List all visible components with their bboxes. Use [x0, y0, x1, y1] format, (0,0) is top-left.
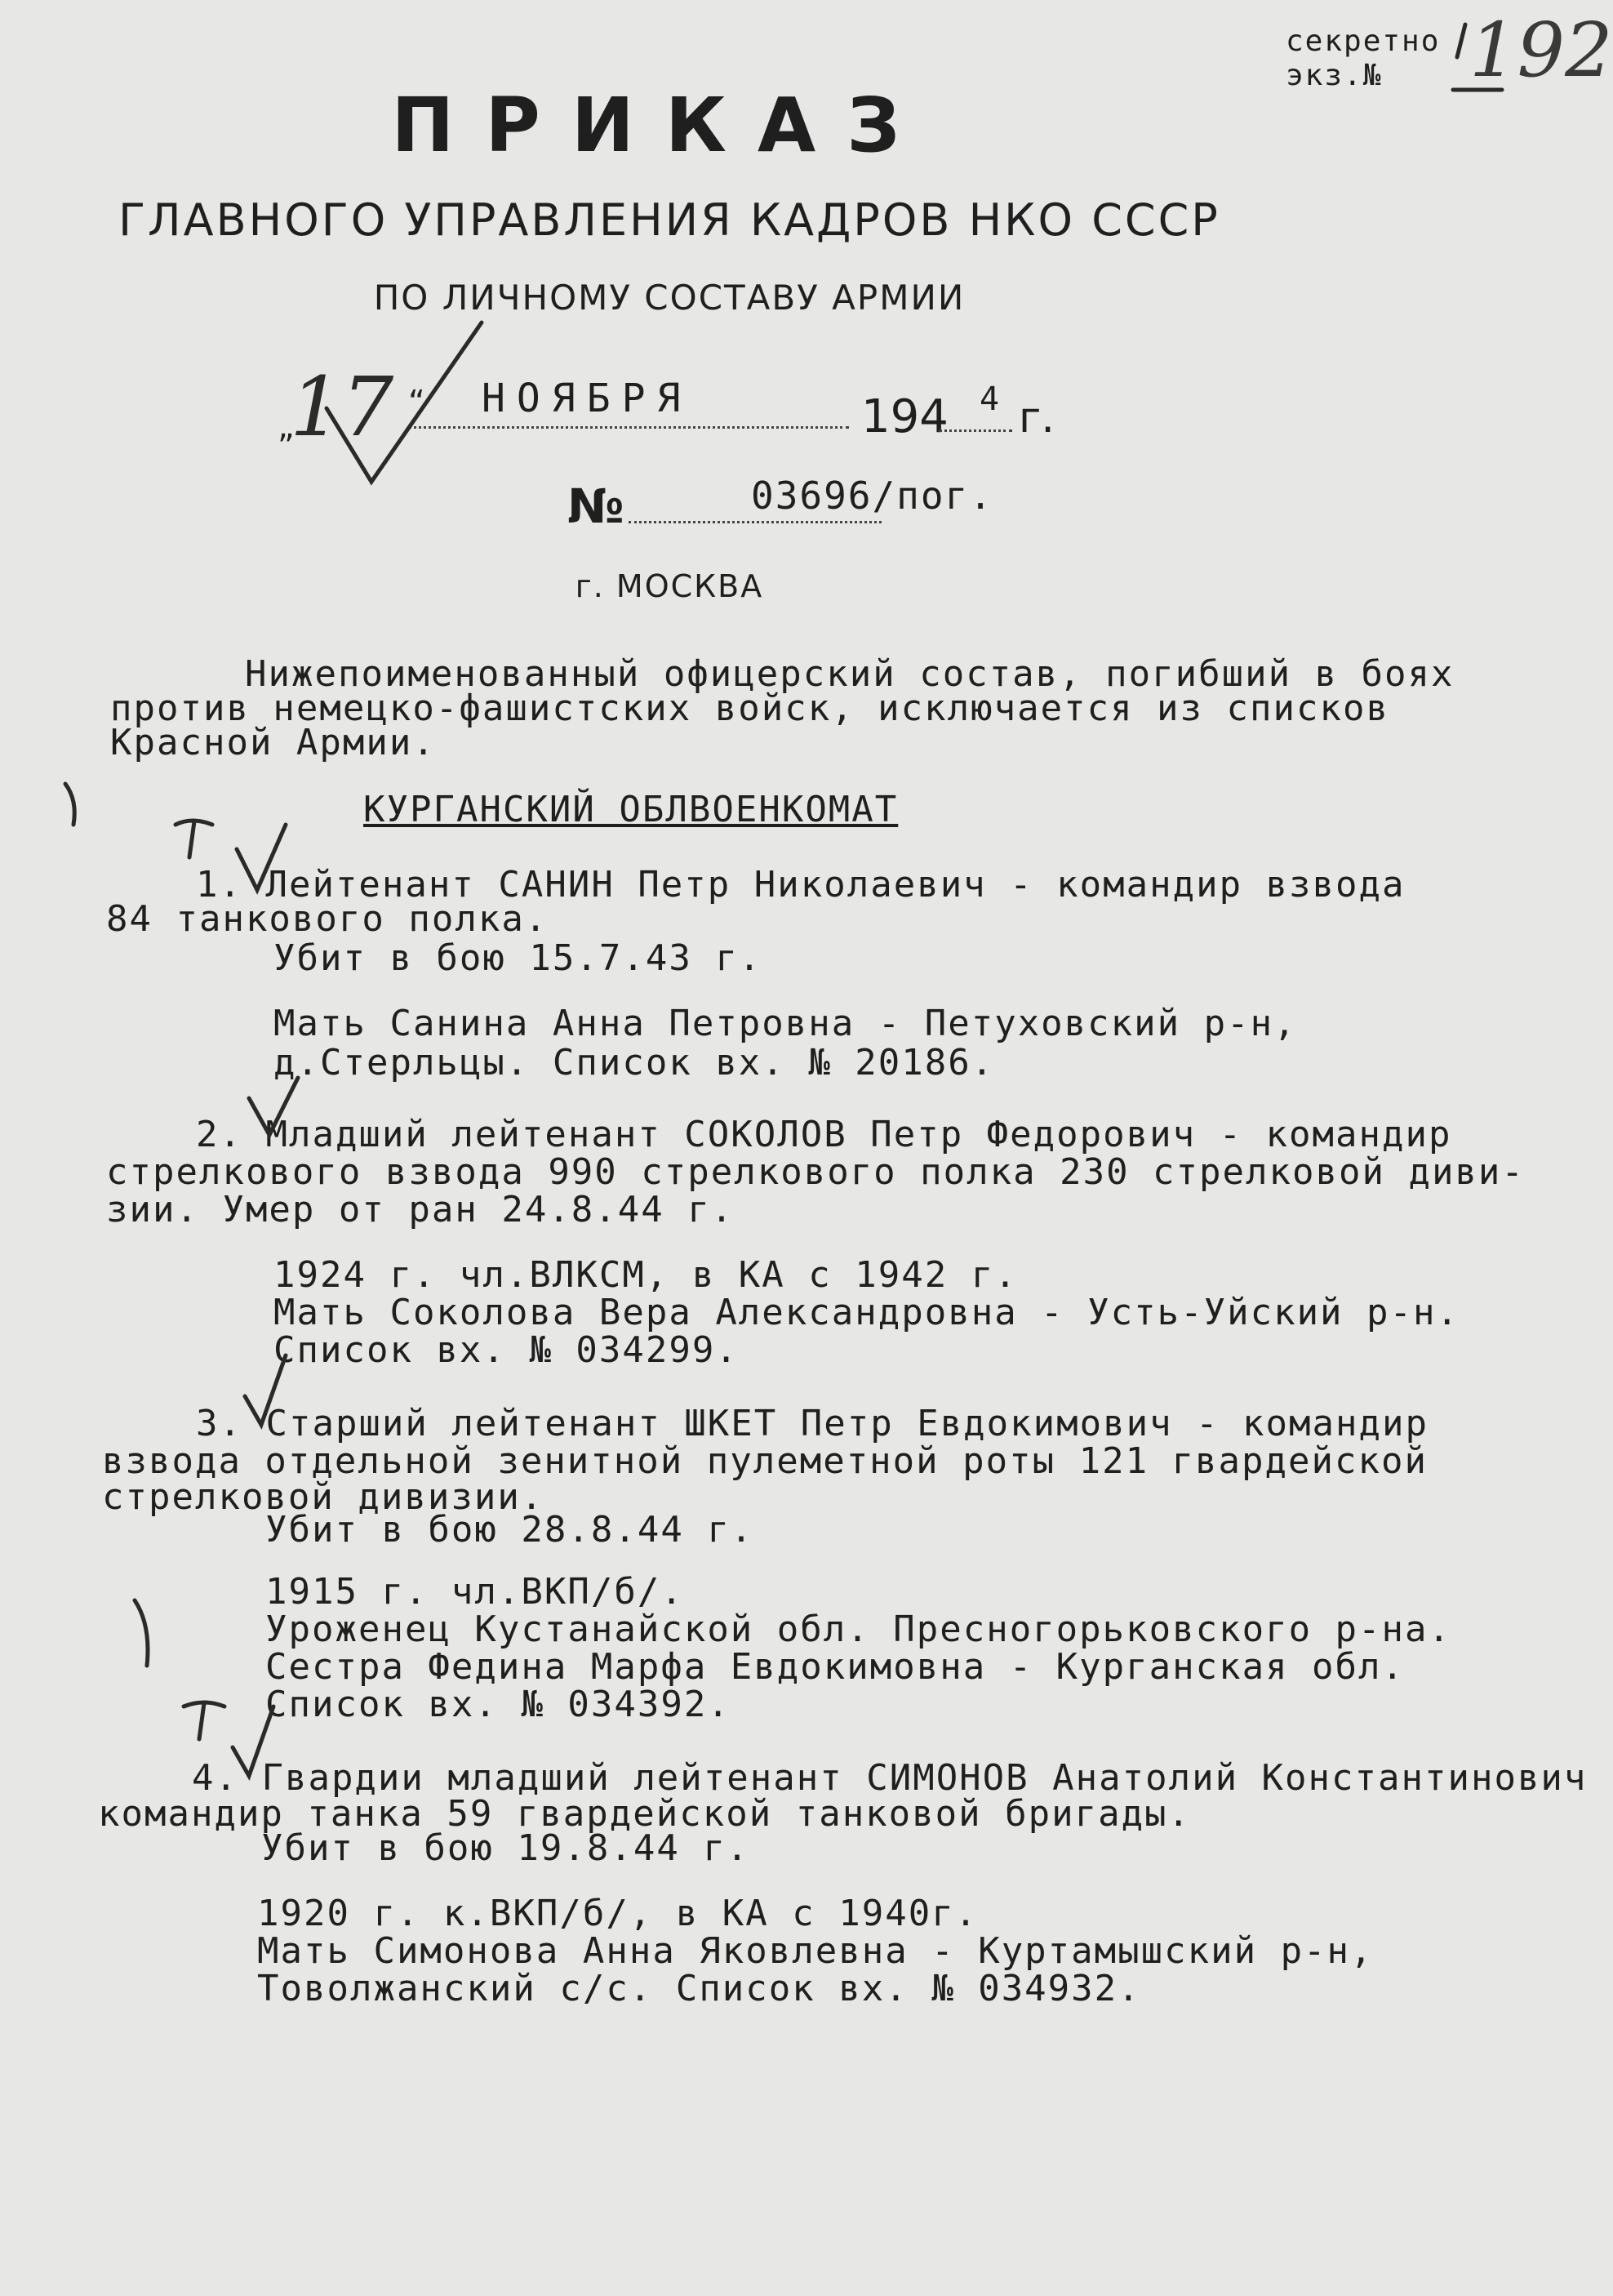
entry-1-checkmark-icon	[237, 825, 286, 890]
section-heading: КУРГАНСКИЙ ОБЛВОЕНКОМАТ	[363, 789, 899, 830]
entry-3-line: Список вх. № 034392.	[265, 1684, 731, 1725]
date-year-unit: г.	[1019, 394, 1055, 443]
date-day: 17	[290, 359, 394, 455]
entry-2-line: зии. Умер от ран 24.8.44 г.	[106, 1189, 735, 1230]
entry-1-line: 84 танкового полка.	[106, 898, 549, 940]
preamble-line: Красной Армии.	[110, 722, 436, 763]
secrecy-line2: экз.№	[1286, 59, 1383, 92]
sheet-number-stroke-icon	[1453, 24, 1502, 90]
secrecy-line1: секретно	[1286, 24, 1441, 58]
entry-4-line: Товолжанский с/с. Список вх. № 034932.	[257, 1968, 1141, 2009]
date-checkmark-icon	[327, 323, 482, 482]
entry-4-line: командир танка 59 гвардейской танковой бригады.	[98, 1793, 1192, 1835]
sheet-number: 192	[1469, 7, 1613, 94]
entry-2-line: Список вх. № 034299.	[273, 1329, 739, 1371]
order-number: 03696/пог.	[751, 474, 993, 518]
entry-1-line: Мать Санина Анна Петровна - Петуховский р-н,	[273, 1003, 1297, 1044]
entry-4-roman-mark-icon	[184, 1702, 224, 1739]
entry-4-line: Убит в бою 19.8.44 г.	[261, 1827, 750, 1869]
entry-4-line: Мать Симонова Анна Яковлевна - Куртамышский р-н,	[257, 1930, 1374, 1972]
document-title: ПРИКАЗ	[391, 82, 931, 169]
date-quote-close: “	[408, 384, 425, 421]
date-quote-open: „	[278, 408, 295, 446]
entry-3-line: взвода отдельной зенитной пулеметной роты 121 гвардейской	[102, 1440, 1428, 1482]
entry-4-checkmark-icon	[233, 1706, 273, 1776]
city: г. МОСКВА	[575, 568, 764, 604]
entry-3-checkmark-icon	[245, 1355, 286, 1425]
entry-1-line: Убит в бою 15.7.43 г.	[273, 937, 762, 979]
entry-4-line: 4. Гвардии младший лейтенант СИМОНОВ Анатолий Константинович	[192, 1757, 1588, 1799]
entry-1-line: 1. Лейтенант САНИН Петр Николаевич - командир взвода	[196, 864, 1406, 905]
order-scope: ПО ЛИЧНОМУ СОСТАВУ АРМИИ	[373, 278, 966, 318]
preamble-line: Нижепоименованный офицерский состав, погибший в боях	[245, 653, 1455, 695]
entry-2-line: 1924 г. чл.ВЛКСМ, в КА с 1942 г.	[273, 1254, 1018, 1296]
entry-2-line: Мать Соколова Вера Александровна - Усть-Уйский р-н.	[273, 1292, 1460, 1333]
margin-mark-icon	[135, 1600, 148, 1666]
entry-2-checkmark-icon	[249, 1078, 298, 1135]
preamble-line: против немецко-фашистских войск, исключается из списков	[110, 687, 1389, 729]
entry-3-line: стрелковой дивизии.	[102, 1476, 544, 1518]
order-number-label: №	[567, 478, 624, 534]
entry-2-line: стрелкового взвода 990 стрелкового полка 230 стрелковой диви-	[106, 1151, 1525, 1193]
entry-3-line: Сестра Федина Марфа Евдокимовна - Курганская обл.	[265, 1646, 1406, 1688]
entry-3-line: Убит в бою 28.8.44 г.	[265, 1509, 754, 1551]
entry-1-line: д.Стерльцы. Список вх. № 20186.	[273, 1042, 995, 1083]
entry-4-line: 1920 г. к.ВКП/б/, в КА с 1940г.	[257, 1893, 979, 1934]
entry-1-roman-mark-icon	[176, 821, 212, 857]
margin-mark-icon	[65, 784, 74, 825]
date-year-suffix: 4	[980, 380, 1000, 418]
entry-2-line: 2. Младший лейтенант СОКОЛОВ Петр Федорович - командир	[196, 1114, 1452, 1155]
entry-3-line: 3. Старший лейтенант ШКЕТ Петр Евдокимович - командир	[196, 1403, 1429, 1444]
entry-3-line: Уроженец Кустанайской обл. Пресногорьковского р-на.	[265, 1609, 1452, 1650]
issuing-authority: ГЛАВНОГО УПРАВЛЕНИЯ КАДРОВ НКО СССР	[118, 194, 1220, 246]
date-year: 194	[861, 390, 949, 443]
date-month: НОЯБРЯ	[482, 376, 692, 421]
entry-3-line: 1915 г. чл.ВКП/б/.	[265, 1571, 684, 1613]
